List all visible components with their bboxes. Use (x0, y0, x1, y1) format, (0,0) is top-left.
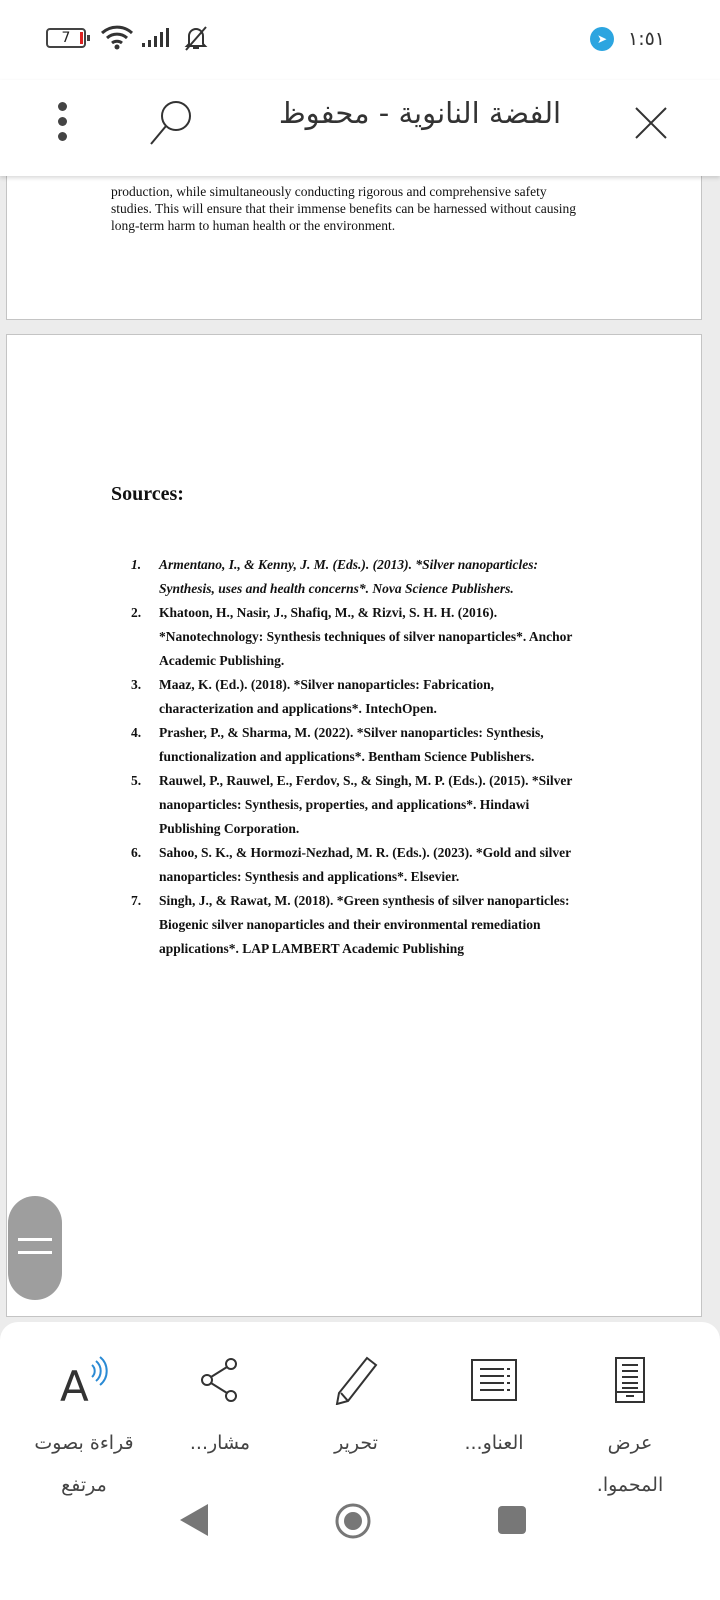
svg-text:A: A (60, 1362, 89, 1405)
action-label: قراءة بصوت (34, 1432, 134, 1454)
sources-heading: Sources: (111, 483, 184, 505)
reference-line: nanoparticles: Synthesis and applications*. Elsevier. (159, 869, 460, 884)
battery-icon (46, 28, 86, 48)
wifi-icon (100, 24, 134, 50)
reference-line: Synthesis, uses and health concerns*. Nova Science Publishers. (159, 581, 514, 596)
reference-number: 5. (131, 773, 142, 788)
telegram-icon: ➤ (590, 27, 614, 51)
reference-line: Publishing Corporation. (159, 821, 300, 836)
reference-item (131, 769, 572, 841)
reference-line: Rauwel, P., Rauwel, E., Ferdov, S., & Singh, M. P. (Eds.). (2015). *Silver (159, 773, 573, 788)
scroll-handle[interactable] (8, 1196, 62, 1300)
reference-line: Armentano, I., & Kenny, J. M. (Eds.). (2013). *Silver nanoparticles: (159, 557, 539, 572)
edit-button[interactable] (286, 1352, 426, 1464)
reference-line: characterization and applications*. IntechOpen. (159, 701, 437, 716)
reference-number: 3. (131, 677, 142, 692)
action-label-line2: المحموا. (596, 1474, 664, 1496)
references-list (131, 553, 572, 961)
text-line: production, while simultaneously conducting rigorous and comprehensive safety (111, 184, 547, 199)
headings-icon (471, 1359, 517, 1401)
reference-number: 1. (131, 557, 142, 572)
action-label: عرض (607, 1432, 653, 1454)
action-label: تحرير (334, 1432, 378, 1454)
action-label-line2: مرتفع (61, 1474, 107, 1496)
battery-level: 7 (61, 30, 71, 46)
document-page-2 (6, 334, 702, 1317)
read-aloud-icon (54, 1355, 114, 1405)
more-options-button[interactable] (50, 100, 74, 150)
reference-line: Sahoo, S. K., & Hormozi-Nezhad, M. R. (Eds.). (2023). *Gold and silver (159, 845, 572, 860)
reference-item (131, 553, 572, 601)
reference-line: *Nanotechnology: Synthesis techniques of silver nanoparticles*. Anchor (159, 629, 573, 644)
document-title: الفضة النانوية - محفوظ (278, 96, 562, 130)
reference-line: Khatoon, H., Nasir, J., Shafiq, M., & Rizvi, S. H. H. (2016). (159, 605, 498, 620)
share-icon (197, 1357, 243, 1403)
app-bar (0, 80, 720, 176)
reference-number: 6. (131, 845, 142, 860)
reference-item (131, 601, 572, 673)
bell-muted-icon (182, 24, 210, 52)
back-icon[interactable] (180, 1504, 210, 1536)
reference-number: 7. (131, 893, 142, 908)
reference-line: Singh, J., & Rawat, M. (2018). *Green synthesis of silver nanoparticles: (159, 893, 570, 908)
recents-icon[interactable] (498, 1506, 526, 1534)
signal-icon (142, 28, 174, 48)
text-line: long-term harm to human health or the environment. (111, 218, 396, 233)
headings-button[interactable] (424, 1352, 564, 1464)
clock: ١:٥١ (628, 28, 666, 50)
action-label: مشار... (189, 1432, 251, 1454)
share-button[interactable] (150, 1352, 290, 1464)
reference-item (131, 673, 572, 721)
reference-number: 2. (131, 605, 142, 620)
read-aloud-button[interactable] (14, 1352, 154, 1506)
reference-line: applications*. LAP LAMBERT Academic Publishing (159, 941, 464, 956)
pencil-icon (331, 1355, 381, 1405)
reference-line: Biogenic silver nanoparticles and their environmental remediation (159, 917, 541, 932)
reference-line: Academic Publishing. (159, 653, 285, 668)
reference-line: Prasher, P., & Sharma, M. (2022). *Silver nanoparticles: Synthesis, (159, 725, 544, 740)
system-nav-bar (0, 1490, 720, 1560)
home-icon[interactable] (334, 1502, 372, 1540)
reference-item (131, 841, 572, 889)
status-bar (0, 0, 720, 80)
reference-item (131, 721, 572, 769)
search-icon[interactable] (146, 98, 196, 148)
reference-line: nanoparticles: Synthesis, properties, and applications*. Hindawi (159, 797, 530, 812)
reference-item (131, 889, 572, 961)
view-button[interactable] (560, 1352, 700, 1506)
reference-line: Maaz, K. (Ed.). (2018). *Silver nanoparticles: Fabrication, (159, 677, 494, 692)
reference-number: 4. (131, 725, 142, 740)
mobile-view-icon (615, 1357, 645, 1403)
text-line: studies. This will ensure that their immense benefits can be harnessed without causing (111, 201, 577, 216)
action-label: العناو... (464, 1432, 524, 1454)
close-icon[interactable] (634, 106, 668, 140)
reference-line: functionalization and applications*. Bentham Science Publishers. (159, 749, 535, 764)
